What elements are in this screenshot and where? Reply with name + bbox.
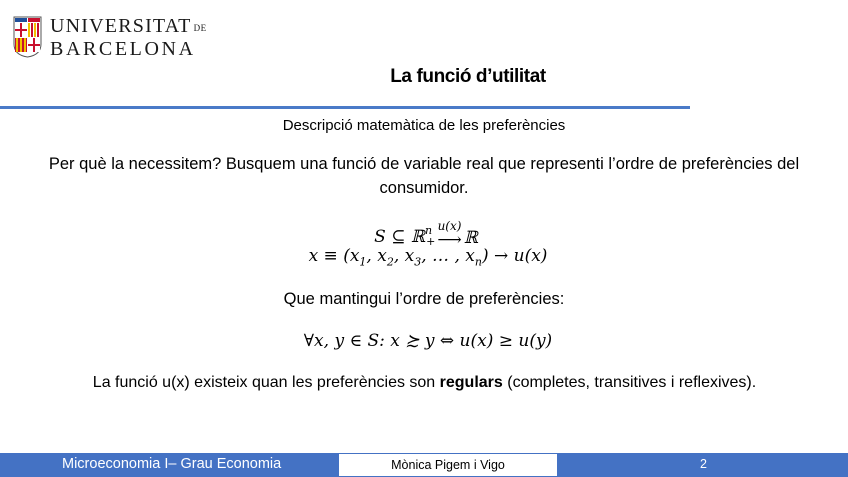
existence-statement: La funció u(x) existeix quan les preferències son regulars (completes, transitives i reflexives). <box>92 374 757 391</box>
logo-line-1-suffix: DE <box>193 23 207 33</box>
title-underline <box>0 106 690 109</box>
slide-title: La funció d’utilitat <box>390 66 546 87</box>
regular-keyword: regulars <box>439 374 503 391</box>
mapping-arrow <box>437 220 461 248</box>
university-logo <box>13 14 207 60</box>
equation-mapping <box>0 214 848 248</box>
equation-order-preservation: ∀x, y ∈ S: x ≿ y ⇔ u(x) ≥ u(y) <box>303 331 553 351</box>
mapping-arrow-label: u(x) <box>437 219 462 233</box>
logo-wordmark <box>50 16 207 59</box>
slide-number: 2 <box>700 457 707 471</box>
logo-line-2: BARCELONA <box>50 38 196 60</box>
equation-codomain: ℝ <box>463 228 478 248</box>
footer-author: Mònica Pigem i Vigo <box>338 453 558 477</box>
slide-subtitle: Descripció matemàtica de les preferències <box>282 117 566 134</box>
equation-bundle: $x \equiv (x_1$, $x_2$, $x_3$, … , $x_n) \to u(x)$ <box>308 246 548 269</box>
equation-domain: S ⊆ ℝ$^n_+$ <box>374 224 436 248</box>
ub-shield-icon <box>13 14 42 58</box>
footer-bar <box>0 453 848 477</box>
order-statement: Que mantingui l’ordre de preferències: <box>283 290 565 308</box>
footer-course: Microeconomia I– Grau Economia <box>62 456 282 472</box>
right-arrow-icon: ⟶ <box>437 230 462 250</box>
logo-line-1: UNIVERSITAT <box>50 15 192 37</box>
intro-paragraph: Per què la necessitem? Busquem una funció de variable real que representi l’ordre de preferències del consumidor. <box>48 155 800 197</box>
